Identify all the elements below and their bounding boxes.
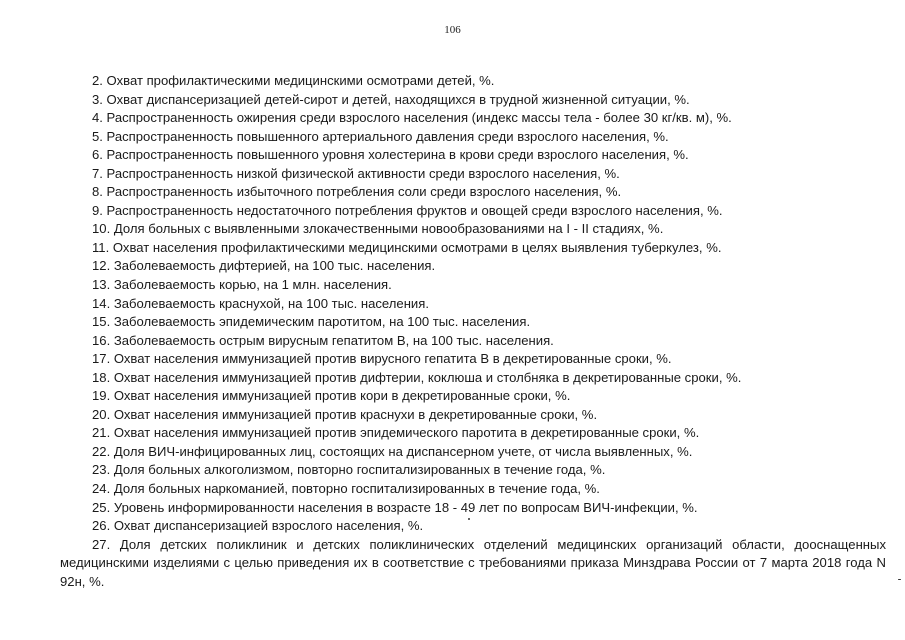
list-item-27: 27. Доля детских поликлиник и детских поликлинических отделений медицинских организаций области, дооснащенных медицинскими изделиями с целью приведения их в соответствие с требованиями приказа Минздрава России от 7 марта 2018 года N 92н, %.: [60, 536, 886, 589]
list-item: 16. Заболеваемость острым вирусным гепатитом В, на 100 тыс. населения.: [92, 332, 554, 348]
list-item: 4. Распространенность ожирения среди взрослого населения (индекс массы тела - более 30 кг/кв. м), %.: [92, 110, 732, 126]
list-item: 15. Заболеваемость эпидемическим паротитом, на 100 тыс. населения.: [92, 314, 531, 330]
list-item: 6. Распространенность повышенного уровня холестерина в крови среди взрослого населения, %.: [92, 147, 689, 163]
list-item: 11. Охват населения профилактическими медицинскими осмотрами в целях выявления туберкулез, %.: [92, 239, 722, 255]
list-item: 21. Охват населения иммунизацией против эпидемического паротита в декретированные сроки, %.: [92, 425, 700, 441]
list-item: 12. Заболеваемость дифтерией, на 100 тыс. населения.: [92, 258, 436, 274]
list-item: 8. Распространенность избыточного потребления соли среди взрослого населения, %.: [92, 184, 622, 200]
list-item: 25. Уровень информированности населения в возрасте 18 - 49 лет по вопросам ВИЧ-инфекции, %.: [92, 499, 698, 515]
list-item: 19. Охват населения иммунизацией против кори в декретированные сроки, %.: [92, 388, 571, 404]
list-item: 22. Доля ВИЧ-инфицированных лиц, состоящих на диспансерном учете, от числа выявленных, %.: [92, 443, 693, 459]
list-item: 2. Охват профилактическими медицинскими осмотрами детей, %.: [92, 73, 495, 88]
list-item: 3. Охват диспансеризацией детей-сирот и детей, находящихся в трудной жизненной ситуации, %.: [92, 91, 690, 107]
list-item: 13. Заболеваемость корью, на 1 млн. населения.: [92, 277, 392, 293]
list-item: 24. Доля больных наркоманией, повторно госпитализированных в течение года, %.: [92, 481, 600, 497]
indicator-list: [60, 72, 886, 591]
page-number: 106: [444, 24, 461, 36]
scan-speck: [468, 518, 470, 520]
list-item: 7. Распространенность низкой физической активности среди взрослого населения, %.: [92, 165, 620, 181]
list-item: 9. Распространенность недостаточного потребления фруктов и овощей среди взрослого населения, %.: [92, 202, 723, 218]
list-item: 20. Охват населения иммунизацией против краснухи в декретированные сроки, %.: [92, 406, 598, 422]
list-item: 17. Охват населения иммунизацией против вирусного гепатита В в декретированные сроки, %.: [92, 351, 672, 367]
list-item: 14. Заболеваемость краснухой, на 100 тыс. населения.: [92, 295, 429, 311]
scan-speck: [898, 579, 901, 580]
list-item: 23. Доля больных алкоголизмом, повторно госпитализированных в течение года, %.: [92, 462, 606, 478]
list-item: 10. Доля больных с выявленными злокачественными новообразованиями на I - II стадиях, %.: [92, 221, 664, 237]
list-item: 26. Охват диспансеризацией взрослого населения, %.: [92, 518, 424, 534]
list-item: 18. Охват населения иммунизацией против дифтерии, коклюша и столбняка в декретированные сроки, %.: [92, 369, 742, 385]
list-item: 5. Распространенность повышенного артериального давления среди взрослого населения, %.: [92, 128, 669, 144]
